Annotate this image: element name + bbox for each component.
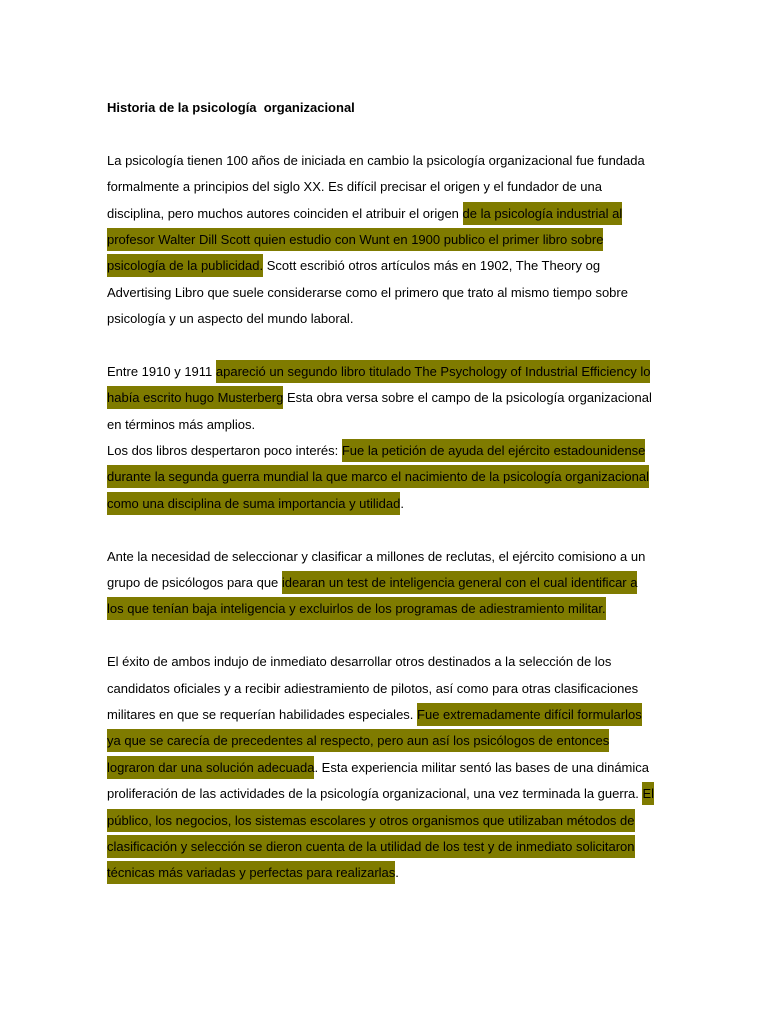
text-line [107,755,667,781]
text-run: . Esta experiencia militar sentó las bases de una dinámica [314,759,650,775]
highlighted-text: Fue la petición de ayuda del ejército estadounidense [342,439,646,462]
text-run: disciplina, pero muchos autores coinciden el atribuir el origen [107,205,463,221]
highlighted-text: público, los negocios, los sistemas escolares y otros organismos que utilizaban métodos de [107,809,635,832]
paragraph [107,438,667,517]
text-run: grupo de psicólogos para que [107,575,282,591]
paragraph [107,148,667,333]
document-body [107,95,667,913]
text-run: Esta obra versa sobre el campo de la psicología organizacional [283,390,652,406]
text-run: Scott escribió otros artículos más en 1902, The Theory og [263,258,601,274]
highlighted-text: clasificación y selección se dieron cuenta de la utilidad de los test y de inmediato solicitaron [107,835,635,858]
text-run: La psicología tienen 100 años de iniciada en cambio la psicología organizacional fue fundada [107,152,645,168]
highlighted-text: El [642,782,654,805]
text-line [107,227,667,253]
paragraph [107,544,667,623]
text-line [107,834,667,860]
text-line [107,781,667,807]
paragraph [107,649,667,887]
text-line [107,596,667,622]
text-line [107,728,667,754]
text-run: Los dos libros despertaron poco interés: [107,443,342,459]
paragraph [107,359,667,438]
text-run: . [400,495,405,511]
highlighted-text: durante la segunda guerra mundial la que marco el nacimiento de la psicología organizacional [107,465,649,488]
text-line [107,438,667,464]
text-line [107,148,667,174]
text-line [107,702,667,728]
text-run: proliferación de las actividades de la psicología organizacional, una vez terminada la guerra. [107,786,643,802]
highlighted-text: ya que se carecía de precedentes al respecto, pero aun así los psicólogos de entonces [107,729,609,752]
document-title: Historia de la psicología organizacional [107,100,355,115]
highlighted-text: Fue extremadamente difícil formularlos [417,703,642,726]
text-line [107,280,667,306]
text-line [107,412,667,438]
text-line [107,676,667,702]
highlighted-text: psicología de la publicidad. [107,254,263,277]
highlighted-text: apareció un segundo libro titulado The Psychology of Industrial Efficiency lo [216,360,651,383]
text-line [107,570,667,596]
text-line [107,253,667,279]
text-line [107,544,667,570]
text-line [107,201,667,227]
text-run: . [395,865,399,881]
highlighted-text: técnicas más variadas y perfectas para realizarlas [107,861,395,884]
text-run: en términos más amplios. [107,416,256,432]
highlighted-text: idearan un test de inteligencia general con el cual identificar a [282,571,638,594]
highlighted-text: como una disciplina de suma importancia y utilidad [107,492,400,515]
text-line [107,860,667,886]
text-run: El éxito de ambos indujo de inmediato desarrollar otros destinados a la selección de los [107,654,612,670]
highlighted-text: lograron dar una solución adecuada [107,756,314,779]
highlighted-text: había escrito hugo Musterberg [107,386,283,409]
text-line [107,649,667,675]
highlighted-text: los que tenían baja inteligencia y excluirlos de los programas de adiestramiento militar. [107,597,606,620]
text-run: Advertising Libro que suele considerarse como el primero que trato al mismo tiempo sobre [107,284,628,300]
text-run: candidatos oficiales y a recibir adiestramiento de pilotos, así como para otras clasificaciones [107,680,639,696]
highlighted-text: de la psicología industrial al [463,202,623,225]
highlighted-text: profesor Walter Dill Scott quien estudio con Wunt en 1900 publico el primer libro sobre [107,228,603,251]
text-line [107,491,667,517]
text-run: Entre 1910 y 1911 [107,363,216,379]
text-line [107,359,667,385]
text-line [107,174,667,200]
text-line [107,808,667,834]
text-run: formalmente a principios del siglo XX. Es difícil precisar el origen y el fundador de una [107,179,602,195]
text-run: Ante la necesidad de seleccionar y clasificar a millones de reclutas, el ejército comisiono a un [107,548,646,564]
text-run: militares en que se requerían habilidades especiales. [107,707,418,722]
text-run: psicología y un aspecto del mundo laboral. [107,311,354,327]
text-line [107,464,667,490]
text-line [107,385,667,411]
text-line [107,306,667,332]
